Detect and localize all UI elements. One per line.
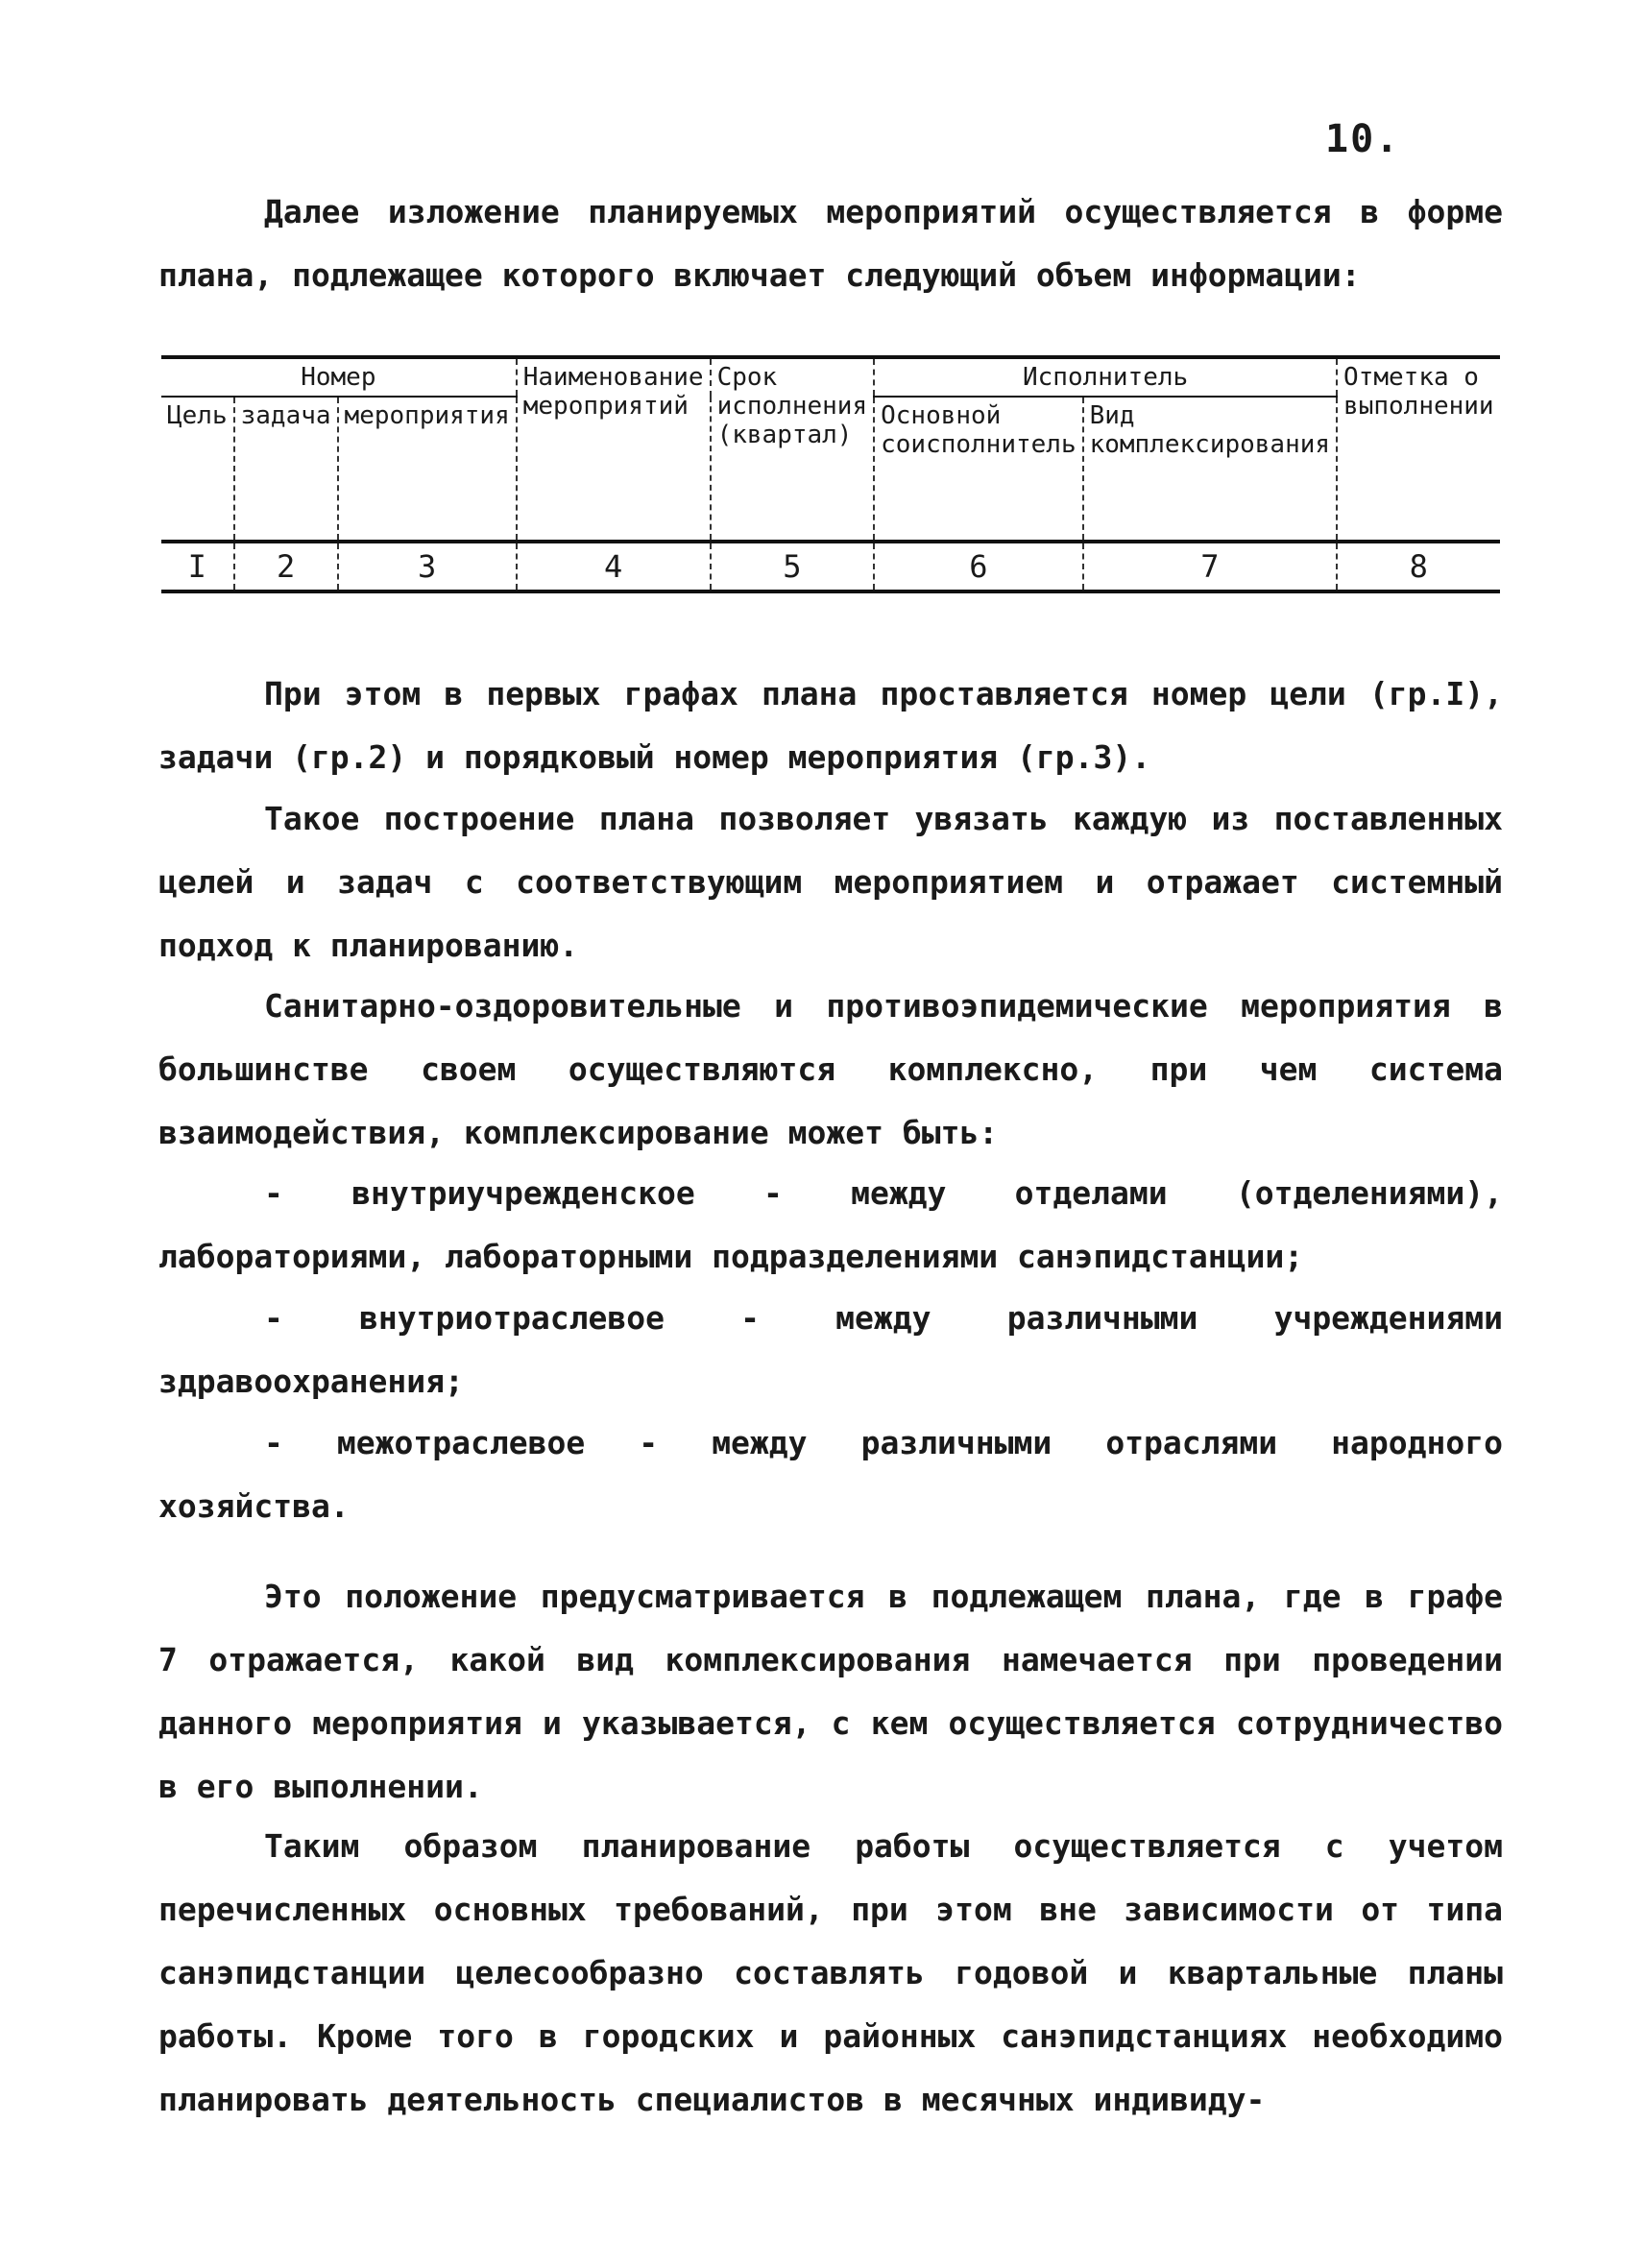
table-header-measure: мероприятия xyxy=(338,397,517,542)
table-header-executor: Исполнитель xyxy=(874,357,1337,397)
paragraph: При этом в первых графах плана проставляется номер цели (гр.I), задачи (гр.2) и порядковый номер мероприятия (гр.3). xyxy=(158,675,1503,776)
column-number: I xyxy=(161,542,234,591)
column-number: 4 xyxy=(517,542,711,591)
column-number: 8 xyxy=(1337,542,1500,591)
table-header-number: Номер xyxy=(161,357,517,397)
plan-table xyxy=(161,355,1500,593)
paragraph: Такое построение плана позволяет увязать каждую из поставленных целей и задач с соответствующим мероприятием и отражает системный подход к планированию. xyxy=(158,800,1503,964)
paragraph: Это положение предусматривается в подлежащем плана, где в графе 7 отражается, какой вид комплексирования намечается при проведении данного мероприятия и указывается, с кем осуществляется сотрудничество в его выполнении. xyxy=(158,1578,1503,1805)
table-header-name: Наименование мероприятий xyxy=(517,357,711,542)
table-header-task: задача xyxy=(234,397,338,542)
page-number: 10. xyxy=(1325,117,1401,161)
column-number: 7 xyxy=(1083,542,1337,591)
table-header-main: Основной соисполнитель xyxy=(874,397,1082,542)
table-header-complex: Вид комплексирования xyxy=(1083,397,1337,542)
paragraph: Санитарно-оздоровительные и противоэпидемические мероприятия в большинстве своем осуществляются комплексно, при чем система взаимодействия, комплексирование может быть: xyxy=(158,987,1503,1151)
paragraph: Таким образом планирование работы осуществляется с учетом перечисленных основных требований, при этом вне зависимости от типа санэпидстанции целесообразно составлять годовой и квартальные планы работы. Кроме того в городских и районных санэпидстанциях необходимо планировать деятельность специалистов в месячных индивиду- xyxy=(158,1827,1503,2118)
column-number: 3 xyxy=(338,542,517,591)
table-row-column-numbers xyxy=(161,542,1500,591)
table-header-goal: Цель xyxy=(167,401,228,430)
column-number: 6 xyxy=(874,542,1082,591)
column-number: 2 xyxy=(234,542,338,591)
list-item: - внутриучрежденское - между отделами (отделениями), лабораториями, лабораторными подразделениями санэпидстанции; xyxy=(158,1174,1503,1275)
list-item: - межотраслевое - между различными отраслями народного хозяйства. xyxy=(158,1424,1503,1525)
table-header-mark: Отметка о выполнении xyxy=(1337,357,1500,542)
column-number: 5 xyxy=(711,542,875,591)
intro-paragraph: Далее изложение планируемых мероприятий осуществляется в форме плана, подлежащее которого включает следующий объем информации: xyxy=(158,193,1503,294)
table-header-term: Срок исполнения (квартал) xyxy=(711,357,875,542)
list-item: - внутриотраслевое - между различными учреждениями здравоохранения; xyxy=(158,1299,1503,1400)
